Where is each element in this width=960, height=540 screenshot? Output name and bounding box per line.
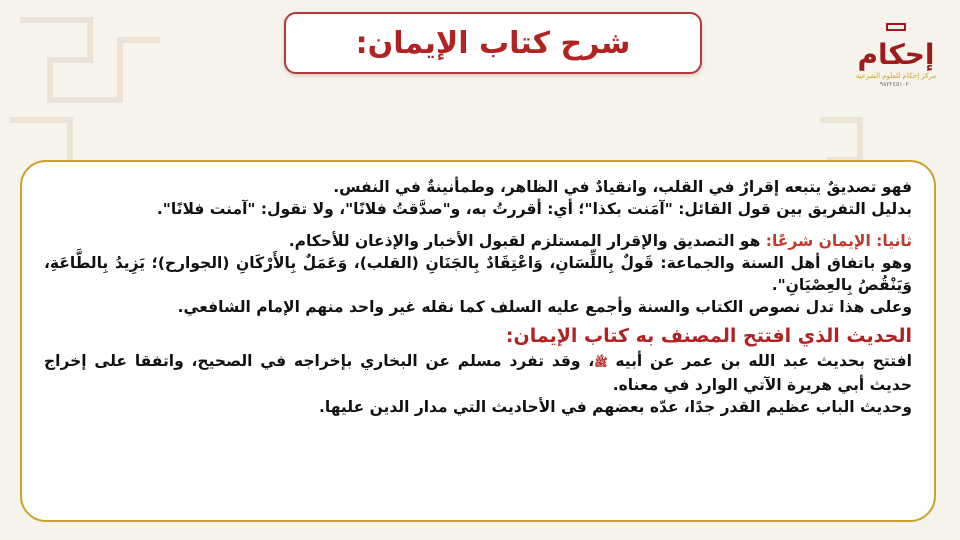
- page-title: شرح كتاب الإيمان:: [355, 25, 631, 61]
- paragraph-6: وحديث الباب عظيم القدر جدًا، عدّه بعضهم في الأحاديث التي مدار الدين عليها.: [318, 398, 912, 416]
- paragraph-1-line-2: بدليل التفريق بين قول القائل: "آمَنت بكذا"؛ أي: أقررتُ به، و"صدَّقتُ فلانًا"، ولا تقول: "آمنت فلانًا".: [156, 200, 912, 218]
- paragraph-5-end: ، وقد تفرد مسلم عن البخاري بإخراجه في الصحيح، واتفقا على إخراج حديث أبي هريرة الآتي الوارد في معناه.: [44, 352, 912, 394]
- logo-emblem-icon: [885, 22, 907, 32]
- logo-subtitle: مركز إحكام للعلوم الشرعية: [855, 72, 937, 80]
- salutation-glyph: ﷺ: [594, 356, 608, 369]
- content-panel: [20, 160, 936, 522]
- spacer: [44, 220, 912, 230]
- paragraph-1-line-1: فهو تصديقٌ يتبعه إقرارٌ في القلب، وانقيادٌ في الظاهر، وطمأنينةٌ في النفس.: [333, 178, 912, 196]
- definition-text: هو التصديق والإقرار المستلزم لقبول الأخبار والإذعان للأحكام.: [288, 232, 766, 250]
- paragraph-2: [44, 230, 912, 252]
- paragraph-3: وهو باتفاق أهل السنة والجماعة: قَولٌ بِاللِّسَانِ، وَاعْتِقَادٌ بِالجَنَانِ (القلب)، وَعَمَلٌ بِالأَرْكَانِ (الجوارح)؛ يَزِيدُ بِالطَّاعَةِ، وَيَنْقُصُ بِالعِصْيَانِ".: [44, 254, 912, 294]
- logo-name: إحكام: [857, 38, 935, 71]
- paragraph-5: [44, 350, 912, 396]
- title-banner: [284, 12, 702, 74]
- paragraph-5-start: افتتح بحديث عبد الله بن عمر عن أبيه: [607, 352, 912, 370]
- logo: [848, 22, 944, 100]
- paragraph-4: وعلى هذا تدل نصوص الكتاب والسنة وأجمع عليه السلف كما نقله غير واحد منهم الإمام الشافعي.: [177, 298, 912, 316]
- logo-number: ٩٨٢٢٤٥١٠٢٠: [879, 81, 913, 88]
- definition-label: ثانيا: الإيمان شرعًا:: [765, 232, 912, 250]
- section-heading: الحديث الذي افتتح المصنف به كتاب الإيمان:: [505, 325, 912, 347]
